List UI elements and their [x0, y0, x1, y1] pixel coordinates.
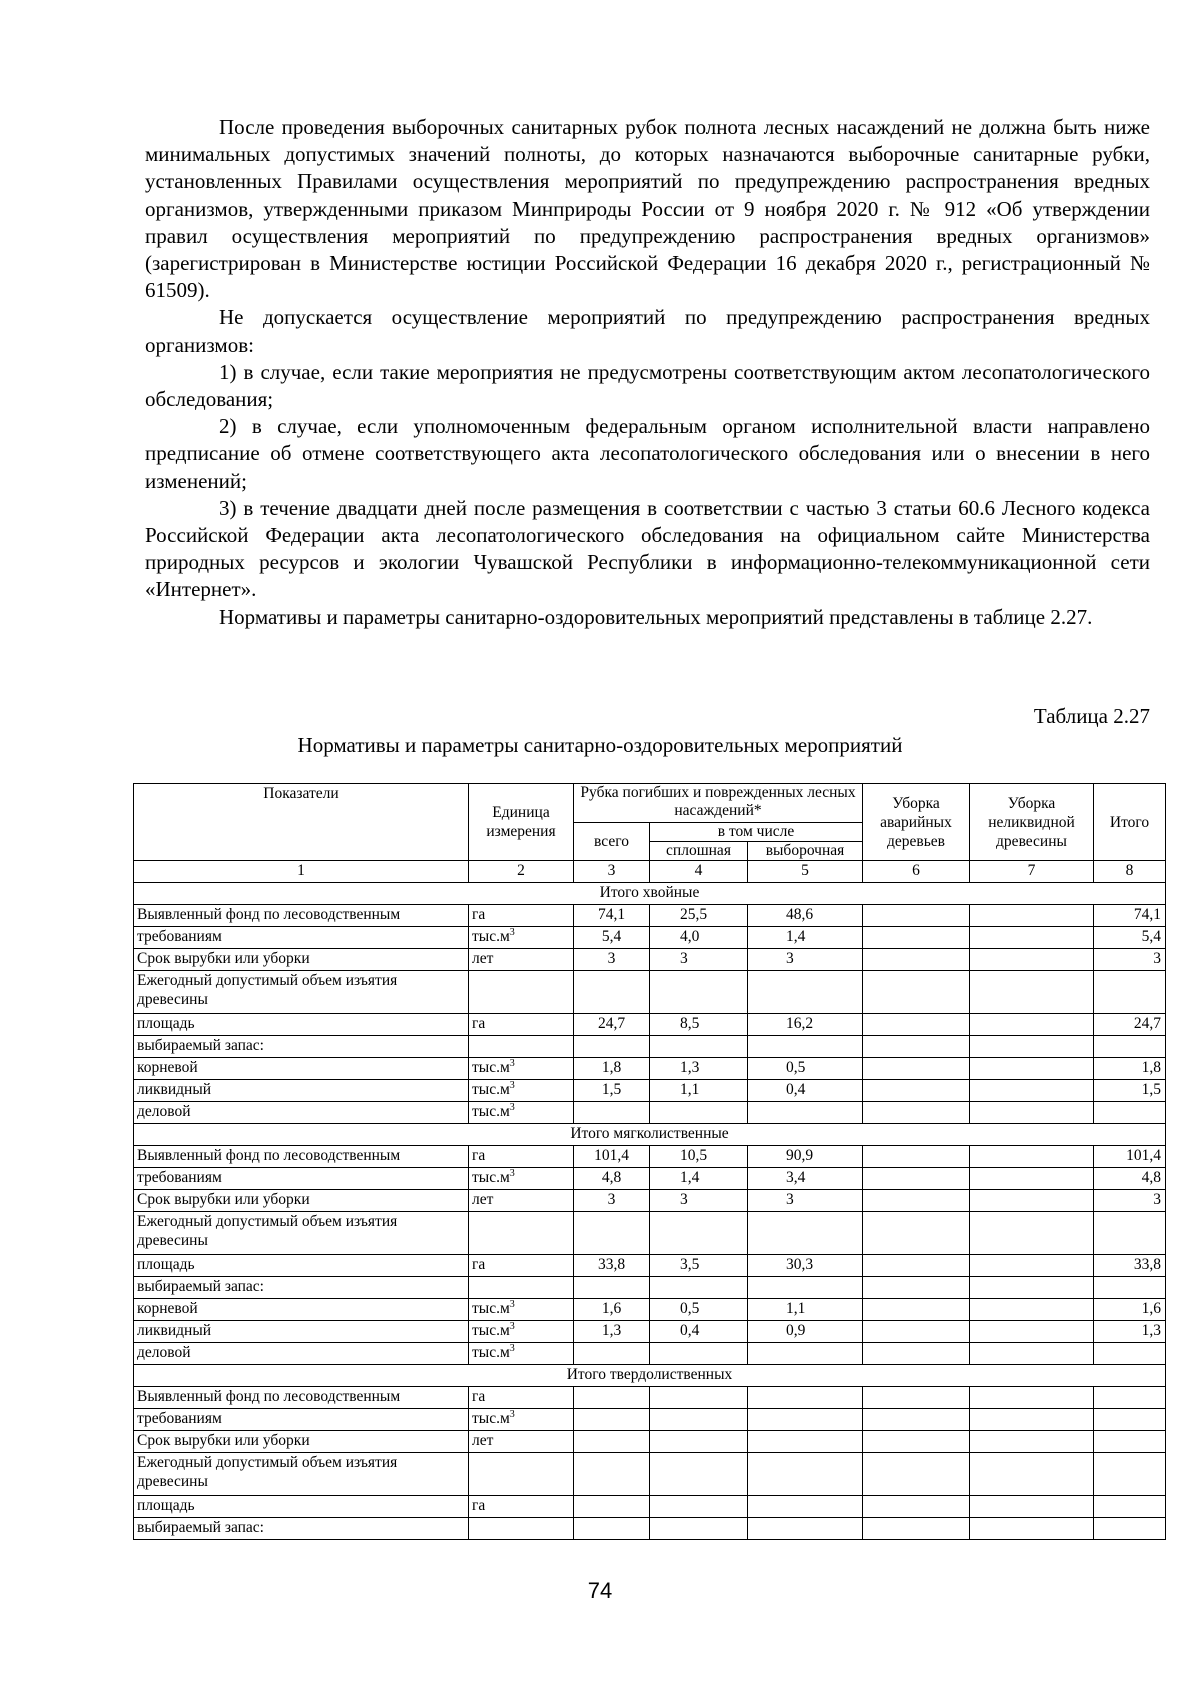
value-cell — [748, 1343, 863, 1365]
row-unit — [469, 1343, 574, 1365]
row-unit — [469, 1190, 574, 1212]
value-cell — [748, 1036, 863, 1058]
value-cell: 33,8 — [1094, 1255, 1166, 1277]
value-cell — [863, 1431, 970, 1453]
row-unit — [469, 949, 574, 971]
value-cell — [970, 949, 1094, 971]
value-cell — [748, 1453, 863, 1496]
row-unit — [469, 905, 574, 927]
value-cell — [574, 1277, 650, 1299]
table-row — [134, 1518, 1166, 1540]
value-cell — [970, 1431, 1094, 1453]
value-cell — [970, 1212, 1094, 1255]
unit-text: лет — [472, 1191, 494, 1208]
row-unit — [469, 1102, 574, 1124]
value-cell — [574, 1453, 650, 1496]
value-cell: 0,5 — [650, 1299, 748, 1321]
value-cell — [1094, 1518, 1166, 1540]
unit-text: тыс.м — [472, 1410, 510, 1427]
table-row — [134, 971, 1166, 1014]
value-cell — [970, 1321, 1094, 1343]
row-label: Ежегодный допустимый объем изъятия древесины — [134, 971, 469, 1014]
column-number: 5 — [748, 861, 863, 883]
value-cell — [863, 971, 970, 1014]
row-label: выбираемый запас: — [134, 1518, 469, 1540]
value-cell — [970, 927, 1094, 949]
value-cell: 5,4 — [574, 927, 650, 949]
value-cell: 1,5 — [574, 1080, 650, 1102]
column-numbers-row — [134, 861, 1166, 883]
unit-superscript: 3 — [509, 1080, 515, 1091]
value-cell: 3 — [748, 1190, 863, 1212]
value-cell — [1094, 1387, 1166, 1409]
value-cell — [863, 1321, 970, 1343]
value-cell — [970, 1453, 1094, 1496]
value-cell — [1094, 1343, 1166, 1365]
table-row — [134, 1102, 1166, 1124]
table-row — [134, 1146, 1166, 1168]
value-cell — [970, 1343, 1094, 1365]
value-cell — [1094, 1431, 1166, 1453]
unit-superscript: 3 — [509, 1409, 515, 1420]
value-cell — [970, 1518, 1094, 1540]
column-number: 4 — [650, 861, 748, 883]
row-unit — [469, 1321, 574, 1343]
table-row — [134, 927, 1166, 949]
value-cell: 5,4 — [1094, 927, 1166, 949]
section-row — [134, 1124, 1166, 1146]
row-label: Срок вырубки или уборки — [134, 949, 469, 971]
header-including: в том числе — [650, 823, 863, 842]
table-number: Таблица 2.27 — [1033, 704, 1150, 728]
table-row — [134, 1321, 1166, 1343]
value-cell — [650, 1518, 748, 1540]
table-row — [134, 1453, 1166, 1496]
row-unit — [469, 1277, 574, 1299]
value-cell — [970, 1496, 1094, 1518]
column-number: 2 — [469, 861, 574, 883]
value-cell — [650, 1277, 748, 1299]
value-cell — [650, 1036, 748, 1058]
value-cell — [1094, 1102, 1166, 1124]
value-cell — [863, 1496, 970, 1518]
value-cell: 3 — [574, 949, 650, 971]
row-label: Ежегодный допустимый объем изъятия древесины — [134, 1212, 469, 1255]
column-number: 7 — [970, 861, 1094, 883]
row-unit — [469, 1168, 574, 1190]
table-row — [134, 1168, 1166, 1190]
header-emergency: Уборка аварийных деревьев — [863, 784, 970, 861]
table-row — [134, 1212, 1166, 1255]
column-number: 6 — [863, 861, 970, 883]
value-cell — [970, 905, 1094, 927]
table-row — [134, 1277, 1166, 1299]
unit-superscript: 3 — [509, 1102, 515, 1113]
section-row — [134, 1365, 1166, 1387]
value-cell: 1,8 — [1094, 1058, 1166, 1080]
row-label: Ежегодный допустимый объем изъятия древесины — [134, 1453, 469, 1496]
norms-table — [133, 783, 1166, 1540]
row-label: деловой — [134, 1343, 469, 1365]
row-label: корневой — [134, 1299, 469, 1321]
unit-text: тыс.м — [472, 1081, 510, 1098]
value-cell: 33,8 — [574, 1255, 650, 1277]
row-label: выбираемый запас: — [134, 1277, 469, 1299]
value-cell: 24,7 — [1094, 1014, 1166, 1036]
unit-superscript: 3 — [509, 1168, 515, 1179]
value-cell — [970, 1255, 1094, 1277]
section-row — [134, 883, 1166, 905]
section-title: Итого хвойные — [134, 883, 1166, 905]
value-cell — [748, 1431, 863, 1453]
value-cell — [650, 1496, 748, 1518]
header-unit: Единица измерения — [469, 784, 574, 861]
table-row — [134, 1190, 1166, 1212]
value-cell — [863, 1299, 970, 1321]
value-cell — [970, 971, 1094, 1014]
row-unit — [469, 1453, 574, 1496]
column-number: 3 — [574, 861, 650, 883]
value-cell — [970, 1168, 1094, 1190]
value-cell: 3 — [748, 949, 863, 971]
row-label: требованиям — [134, 1168, 469, 1190]
row-unit — [469, 1431, 574, 1453]
value-cell: 74,1 — [574, 905, 650, 927]
unit-text: тыс.м — [472, 1059, 510, 1076]
row-label: Срок вырубки или уборки — [134, 1190, 469, 1212]
value-cell: 16,2 — [748, 1014, 863, 1036]
row-unit — [469, 1299, 574, 1321]
value-cell — [863, 1343, 970, 1365]
row-label: ликвидный — [134, 1321, 469, 1343]
value-cell — [863, 1277, 970, 1299]
unit-text: тыс.м — [472, 1300, 510, 1317]
value-cell — [748, 1409, 863, 1431]
row-unit — [469, 971, 574, 1014]
value-cell — [748, 1277, 863, 1299]
row-label: требованиям — [134, 1409, 469, 1431]
value-cell — [970, 1102, 1094, 1124]
table-row — [134, 949, 1166, 971]
value-cell — [1094, 1453, 1166, 1496]
value-cell — [650, 1387, 748, 1409]
row-unit — [469, 1036, 574, 1058]
value-cell — [863, 1255, 970, 1277]
row-label: деловой — [134, 1102, 469, 1124]
value-cell — [970, 1058, 1094, 1080]
value-cell: 1,4 — [650, 1168, 748, 1190]
paragraph: 3) в течение двадцати дней после размещения в соответствии с частью 3 статьи 60.6 Лесного кодекса Российской Федерации акта лесопатологического обследования на официальном сайте Министерства природных ресурсов и экологии Чувашской Республики в информационно-телекоммуникационной сети «Интернет». — [145, 495, 1150, 602]
value-cell — [574, 1431, 650, 1453]
row-label: ликвидный — [134, 1080, 469, 1102]
unit-superscript: 3 — [509, 927, 515, 938]
unit-text: тыс.м — [472, 1344, 510, 1361]
table-row — [134, 1343, 1166, 1365]
value-cell: 0,4 — [650, 1321, 748, 1343]
value-cell — [650, 1212, 748, 1255]
unit-text: лет — [472, 950, 494, 967]
value-cell: 1,8 — [574, 1058, 650, 1080]
value-cell — [863, 905, 970, 927]
unit-text: га — [472, 1015, 486, 1032]
table-row — [134, 1255, 1166, 1277]
value-cell: 0,4 — [748, 1080, 863, 1102]
section-title: Итого мягколиственные — [134, 1124, 1166, 1146]
unit-text: га — [472, 1256, 486, 1273]
unit-text: лет — [472, 1432, 494, 1449]
value-cell — [1094, 1409, 1166, 1431]
value-cell — [863, 1014, 970, 1036]
unit-text: тыс.м — [472, 928, 510, 945]
value-cell: 8,5 — [650, 1014, 748, 1036]
value-cell: 1,1 — [650, 1080, 748, 1102]
body-text — [145, 114, 1150, 631]
value-cell — [574, 1036, 650, 1058]
row-unit — [469, 1212, 574, 1255]
value-cell — [970, 1190, 1094, 1212]
value-cell: 1,4 — [748, 927, 863, 949]
table-row — [134, 1496, 1166, 1518]
unit-text: тыс.м — [472, 1322, 510, 1339]
value-cell — [863, 1036, 970, 1058]
value-cell — [970, 1387, 1094, 1409]
table-row — [134, 1387, 1166, 1409]
value-cell — [863, 1190, 970, 1212]
value-cell: 25,5 — [650, 905, 748, 927]
value-cell — [970, 1146, 1094, 1168]
row-label: Выявленный фонд по лесоводственным — [134, 1387, 469, 1409]
value-cell — [574, 1212, 650, 1255]
value-cell: 1,1 — [748, 1299, 863, 1321]
table-row — [134, 1036, 1166, 1058]
row-label: требованиям — [134, 927, 469, 949]
header-felling: Рубка погибших и поврежденных лесных насаждений* — [574, 784, 863, 823]
row-unit — [469, 927, 574, 949]
value-cell — [1094, 971, 1166, 1014]
paragraph: 1) в случае, если такие мероприятия не предусмотрены соответствующим актом лесопатологического обследования; — [145, 359, 1150, 412]
row-label: корневой — [134, 1058, 469, 1080]
value-cell: 3 — [574, 1190, 650, 1212]
header-selective: выборочная — [748, 842, 863, 861]
value-cell: 3,4 — [748, 1168, 863, 1190]
unit-superscript: 3 — [509, 1321, 515, 1332]
value-cell — [650, 1409, 748, 1431]
table-row — [134, 1431, 1166, 1453]
value-cell — [863, 1212, 970, 1255]
value-cell — [863, 927, 970, 949]
value-cell: 1,6 — [574, 1299, 650, 1321]
value-cell — [574, 1102, 650, 1124]
value-cell — [650, 1102, 748, 1124]
row-label: площадь — [134, 1014, 469, 1036]
table-row — [134, 1409, 1166, 1431]
table-title: Нормативы и параметры санитарно-оздоровительных мероприятий — [297, 733, 903, 757]
row-unit — [469, 1058, 574, 1080]
value-cell: 1,6 — [1094, 1299, 1166, 1321]
row-label: площадь — [134, 1496, 469, 1518]
value-cell — [863, 1058, 970, 1080]
value-cell — [863, 1146, 970, 1168]
value-cell: 74,1 — [1094, 905, 1166, 927]
value-cell — [748, 971, 863, 1014]
value-cell — [650, 1453, 748, 1496]
section-title: Итого твердолиственных — [134, 1365, 1166, 1387]
value-cell — [574, 1496, 650, 1518]
value-cell — [970, 1036, 1094, 1058]
value-cell — [970, 1277, 1094, 1299]
row-label: Выявленный фонд по лесоводственным — [134, 1146, 469, 1168]
value-cell: 4,8 — [1094, 1168, 1166, 1190]
value-cell: 3 — [1094, 1190, 1166, 1212]
value-cell: 48,6 — [748, 905, 863, 927]
column-number: 1 — [134, 861, 469, 883]
row-unit — [469, 1146, 574, 1168]
value-cell: 0,9 — [748, 1321, 863, 1343]
value-cell: 1,3 — [574, 1321, 650, 1343]
unit-text: га — [472, 1147, 486, 1164]
row-unit — [469, 1255, 574, 1277]
value-cell — [748, 1102, 863, 1124]
table-row — [134, 1014, 1166, 1036]
value-cell: 101,4 — [1094, 1146, 1166, 1168]
value-cell — [863, 1387, 970, 1409]
value-cell — [650, 971, 748, 1014]
value-cell — [574, 1409, 650, 1431]
value-cell — [863, 1168, 970, 1190]
unit-text: тыс.м — [472, 1169, 510, 1186]
page-number: 74 — [587, 1578, 613, 1603]
value-cell — [863, 1518, 970, 1540]
unit-text: тыс.м — [472, 1103, 510, 1120]
value-cell: 90,9 — [748, 1146, 863, 1168]
paragraph: После проведения выборочных санитарных рубок полнота лесных насаждений не должна быть ниже минимальных допустимых значений полноты, до которых назначаются выборочные санитарные рубки, установленных Правилами осуществления мероприятий по предупреждению распространения вредных организмов, утвержденными приказом Минприроды России от 9 ноября 2020 г. № 912 «Об утверждении правил осуществления мероприятий по предупреждению распространения вредных организмов» (зарегистрирован в Министерстве юстиции Российской Федерации 16 декабря 2020 г., регистрационный № 61509). — [145, 115, 1150, 303]
value-cell — [748, 1212, 863, 1255]
value-cell — [650, 1343, 748, 1365]
unit-superscript: 3 — [509, 1343, 515, 1354]
header-nonliquid: Уборка неликвидной древесины — [970, 784, 1094, 861]
value-cell — [748, 1496, 863, 1518]
value-cell — [574, 971, 650, 1014]
header-clear: сплошная — [650, 842, 748, 861]
value-cell — [1094, 1277, 1166, 1299]
table-row — [134, 1299, 1166, 1321]
value-cell: 1,3 — [1094, 1321, 1166, 1343]
value-cell: 0,5 — [748, 1058, 863, 1080]
table-row — [134, 905, 1166, 927]
header-total-felling: всего — [574, 823, 650, 861]
value-cell — [1094, 1036, 1166, 1058]
value-cell — [748, 1387, 863, 1409]
row-label: выбираемый запас: — [134, 1036, 469, 1058]
unit-text: га — [472, 906, 486, 923]
value-cell: 1,5 — [1094, 1080, 1166, 1102]
value-cell: 3 — [650, 1190, 748, 1212]
value-cell: 10,5 — [650, 1146, 748, 1168]
value-cell — [574, 1518, 650, 1540]
paragraph: Нормативы и параметры санитарно-оздоровительных мероприятий представлены в таблице 2.27. — [219, 604, 1093, 629]
value-cell: 1,3 — [650, 1058, 748, 1080]
value-cell: 3,5 — [650, 1255, 748, 1277]
value-cell: 101,4 — [574, 1146, 650, 1168]
row-label: Выявленный фонд по лесоводственным — [134, 905, 469, 927]
value-cell: 24,7 — [574, 1014, 650, 1036]
value-cell: 4,0 — [650, 927, 748, 949]
column-number: 8 — [1094, 861, 1166, 883]
table-row — [134, 1080, 1166, 1102]
row-label: Срок вырубки или уборки — [134, 1431, 469, 1453]
paragraph: 2) в случае, если уполномоченным федеральным органом исполнительной власти направлено предписание об отмене соответствующего акта лесопатологического обследования или о внесении в него изменений; — [145, 414, 1150, 493]
value-cell: 3 — [650, 949, 748, 971]
value-cell — [863, 949, 970, 971]
value-cell — [863, 1409, 970, 1431]
value-cell — [863, 1453, 970, 1496]
row-unit — [469, 1387, 574, 1409]
value-cell — [574, 1387, 650, 1409]
value-cell: 4,8 — [574, 1168, 650, 1190]
row-unit — [469, 1409, 574, 1431]
row-unit — [469, 1014, 574, 1036]
value-cell — [1094, 1496, 1166, 1518]
value-cell — [574, 1343, 650, 1365]
value-cell — [650, 1431, 748, 1453]
table-header — [134, 784, 1166, 883]
unit-superscript: 3 — [509, 1058, 515, 1069]
value-cell — [863, 1080, 970, 1102]
value-cell — [748, 1518, 863, 1540]
row-unit — [469, 1080, 574, 1102]
value-cell: 3 — [1094, 949, 1166, 971]
value-cell — [970, 1014, 1094, 1036]
row-unit — [469, 1496, 574, 1518]
header-indicators: Показатели — [134, 784, 469, 861]
value-cell — [970, 1080, 1094, 1102]
value-cell: 30,3 — [748, 1255, 863, 1277]
unit-text: га — [472, 1497, 486, 1514]
value-cell — [970, 1299, 1094, 1321]
value-cell — [863, 1102, 970, 1124]
value-cell — [1094, 1212, 1166, 1255]
header-total: Итого — [1094, 784, 1166, 861]
unit-superscript: 3 — [509, 1299, 515, 1310]
paragraph: Не допускается осуществление мероприятий по предупреждению распространения вредных организмов: — [145, 305, 1150, 357]
table-body — [134, 883, 1166, 1540]
value-cell — [970, 1409, 1094, 1431]
unit-text: га — [472, 1388, 486, 1405]
row-label: площадь — [134, 1255, 469, 1277]
table-row — [134, 1058, 1166, 1080]
row-unit — [469, 1518, 574, 1540]
